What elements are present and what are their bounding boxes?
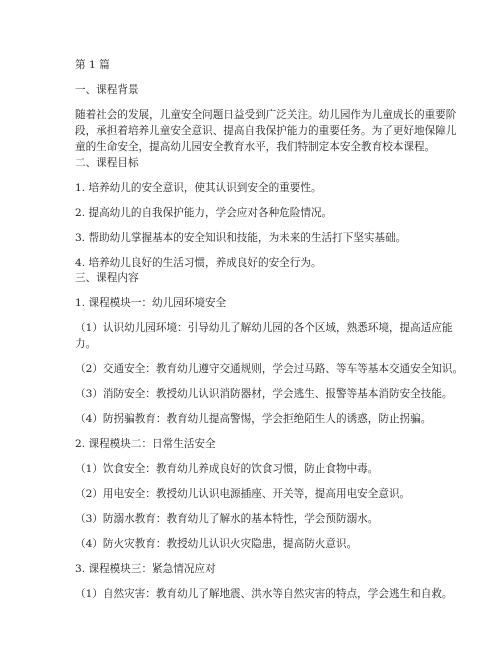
goal-item: 3. 帮助幼儿掌握基本的安全知识和技能，为未来的生活打下坚实基础。: [75, 232, 407, 244]
section-title-background: 一、课程背景: [75, 84, 139, 96]
goal-item: 2. 提高幼儿的自我保护能力，学会应对各种危险情况。: [75, 207, 333, 219]
module-title: 1. 课程模块一：幼儿园环境安全: [75, 297, 227, 309]
module-title: 2. 课程模块二：日常生活安全: [75, 438, 216, 450]
paragraph-line: 随着社会的发展，儿童安全问题日益受到广泛关注。幼儿园作为儿童成长的重要阶: [75, 109, 457, 121]
module-item: （4）防拐骗教育：教育幼儿提高警惕，学会拒绝陌生人的诱惑，防止拐骗。: [75, 413, 432, 425]
section-title-content: 三、课程内容: [75, 272, 139, 284]
module-item: （1）自然灾害：教育幼儿了解地震、洪水等自然灾害的特点，学会逃生和自救。: [75, 588, 453, 600]
goal-item: 4. 培养幼儿良好的生活习惯，养成良好的安全行为。: [75, 257, 322, 269]
section-title-goals: 二、课程目标: [75, 157, 139, 169]
page-heading: 第 1 篇: [75, 59, 110, 71]
paragraph-line: 段，承担着培养儿童安全意识、提高自我保护能力的重要任务。为了更好地保障儿: [75, 125, 457, 137]
module-title: 3. 课程模块三：紧急情况应对: [75, 563, 216, 575]
paragraph-line: 童的生命安全，提高幼儿园安全教育水平，我们特制定本安全教育校本课程。: [75, 141, 436, 153]
module-item: （3）防溺水教育：教育幼儿了解水的基本特性，学会预防溺水。: [75, 513, 379, 525]
module-item: （2）交通安全：教育幼儿遵守交通规则，学会过马路、等车等基本交通安全知识。: [75, 363, 464, 375]
goal-item: 1. 培养幼儿的安全意识，使其认识到安全的重要性。: [75, 182, 322, 194]
module-item: （4）防火灾教育：教授幼儿认识火灾隐患，提高防火意识。: [75, 538, 358, 550]
module-item: （2）用电安全：教授幼儿认识电源插座、开关等，提高用电安全意识。: [75, 488, 411, 500]
module-item-line: （1）认识幼儿园环境：引导幼儿了解幼儿园的各个区域，熟悉环境，提高适应能: [75, 322, 453, 334]
module-item: （3）消防安全：教授幼儿认识消防器材，学会逃生、报警等基本消防安全技能。: [75, 388, 453, 400]
module-item-line: 力。: [75, 338, 97, 350]
module-item: （1）饮食安全：教育幼儿养成良好的饮食习惯，防止食物中毒。: [75, 463, 379, 475]
